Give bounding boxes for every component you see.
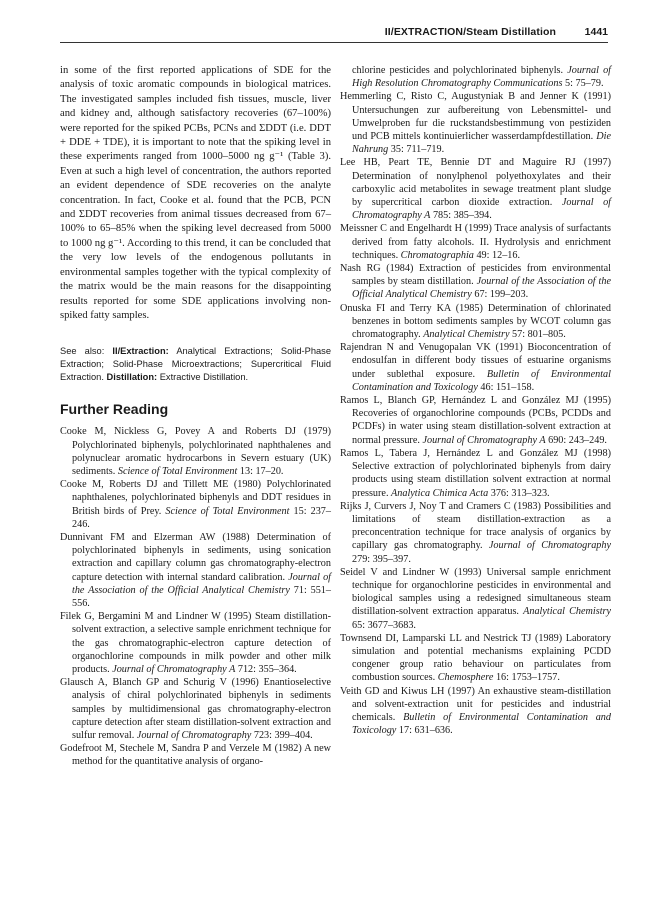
reference-entry [340, 500, 611, 566]
reference-entry [340, 685, 611, 738]
reference-journal: Science of Total Environment [117, 465, 238, 477]
reference-volume: 65: 3677–3683. [352, 619, 416, 631]
reference-volume: 15: 237–246. [72, 505, 331, 530]
reference-entry [340, 222, 611, 262]
reference-journal: Journal of Chromatography [488, 540, 611, 552]
reference-text: Godefroot M, Stechele M, Sandra P and Verzele M (1982) A new method for the quantitative analysis of organo- [60, 743, 331, 768]
reference-entry [60, 610, 331, 676]
reference-entry [60, 531, 331, 610]
see-also-section-distillation[interactable]: Distillation: [106, 371, 158, 382]
page-header [60, 20, 608, 43]
see-also-items-extraction[interactable]: Analytical Extractions; Solid-Phase Extraction; Solid-Phase Microextractions; Supercritical Fluid Extraction. [60, 346, 332, 382]
reference-journal: Journal of the Association of the Official Analytical Chemistry [352, 276, 611, 301]
reference-text: Rajendran N and Venugopalan VK (1991) Bioconcentration of endosulfan in different body tissues of estuarine organisms under sublethal exposure. [340, 342, 611, 380]
right-column [340, 64, 611, 737]
reference-volume: 723: 399–404. [253, 729, 313, 741]
reference-journal: Chromatographia [400, 249, 474, 261]
reference-journal: Chemosphere [437, 672, 494, 684]
reference-entry [340, 566, 611, 632]
reference-journal: Science of Total Environment [165, 505, 290, 517]
reference-entry [340, 394, 611, 447]
reference-entry [340, 341, 611, 394]
reference-volume: 5: 75–79. [565, 78, 604, 90]
reference-text: Onuska FI and Terry KA (1985) Determination of chlorinated benzenes in bottom sediments samples by WCOT column gas chromatography. [340, 302, 611, 341]
reference-journal: Journal of Chromatography A [422, 434, 546, 446]
reference-journal: Die Nahrung [352, 131, 611, 156]
reference-journal: Journal of the Association of the Official Analytical Chemistry [72, 571, 331, 596]
reference-journal: Bulletin of Environmental Contamination and Toxicology [352, 368, 611, 393]
running-title: II/EXTRACTION/Steam Distillation [384, 26, 556, 38]
left-column [60, 64, 331, 769]
reference-entry [60, 676, 331, 742]
reference-journal: Journal of Chromatography A [112, 663, 236, 675]
see-also-section-extraction[interactable]: II/Extraction: [112, 346, 169, 357]
reference-entry [340, 302, 611, 342]
reference-volume: 279: 395–397. [352, 553, 411, 565]
reference-entry [340, 262, 611, 302]
reference-text: Rijks J, Curvers J, Noy T and Cramers C (1983) Possibilities and limitations of steam distillation-extraction as a preconcentration technique for trace analysis of organics by capillary gas chromatography. [340, 500, 611, 552]
reference-volume: 690: 243–249. [548, 434, 607, 446]
reference-text: Dunnivant FM and Elzerman AW (1988) Determination of polychlorinated biphenyls in sediments, using sonication extraction and capillary column gas chromatography-electron capture detection with internal standard calibration. [60, 531, 331, 583]
reference-entry [340, 64, 611, 90]
reference-volume: 16: 1753–1757. [495, 672, 560, 684]
reference-text: chlorine pesticides and polychlorinated biphenyls. [352, 65, 564, 76]
reference-volume: 785: 385–394. [432, 210, 492, 222]
reference-text: Veith GD and Kiwus LH (1997) An exhaustive steam-distillation and solvent-extraction unit for pesticides and industrial chemicals. [340, 685, 611, 723]
reference-journal: Analytical Chemistry [523, 606, 612, 618]
reference-volume: 46: 151–158. [480, 381, 535, 393]
reference-text: Glausch A, Blanch GP and Schurig V (1996) Enantioselective analysis of chiral polychlorinated biphenyls in sediments samples by multidimensional gas chromatography-electron capture detection after steam distillation-solvent extraction and sulfur removal. [60, 677, 331, 741]
reference-volume: 67: 199–203. [474, 289, 529, 301]
further-reading-title: Further Reading [60, 401, 169, 418]
reference-journal: Analytical Chemistry [423, 329, 510, 341]
reference-text: Cooke M, Nickless G, Povey A and Roberts DJ (1979) Polychlorinated biphenyls, polychlorinated naphthalenes and polynuclear aromatic hydrocarbons in Severn estuary (UK) sediments. [60, 426, 331, 477]
body-paragraph: in some of the first reported applications of SDE for the analysis of toxic aromatic compounds in biological matrices. The investigated samples included fish tissues, muscle, liver and kidney and, although satisfactory recoveries (67–100%) were reported for the spiked PCBs, PCNs and ΣDDT (i.e. DDT + DDE + TDE), it is important to note that the spiking level in these experiments ranged from 1000–5000 ng g⁻¹ (Table 3). Even at such a high level of concentration, the authors reported an evident dependence of SDE recoveries on the analyte concentration. In fact, Cooke et al. found that the PCB, PCN and ΣDDT recoveries from animal tissues decreased from 67–100% to 65–85% when the spiking level decreased from 5000 to 1000 ng g⁻¹. According to this trend, it can be concluded that the very low levels of the endogenous pollutants in environmental samples together with the typical complexity of the matrix would be the main reasons for the disappointing results reported for some SDE applications involving non-spiked fatty samples. [60, 65, 331, 321]
reference-text: Filek G, Bergamini M and Lindner W (1995) Steam distillation-solvent extraction, a selective sample enrichment technique for the gas chromatographic-electron capture detection of organochlorine compounds in milk powder and other milk products. [60, 611, 331, 675]
reference-journal: Journal of Chromatography A [352, 197, 611, 222]
reference-volume: 49: 12–16. [476, 249, 521, 261]
reference-list-right [340, 64, 611, 737]
reference-journal: Journal of High Resolution Chromatography Communications [352, 65, 612, 90]
reference-text: Ramos L, Tabera J, Hernández L and González MJ (1998) Selective extraction of polychlorinated biphenyls from dairy products using steam distillation solvent extraction at normal pressure. [340, 447, 611, 499]
reference-text: Townsend DI, Lamparski LL and Nestrick TJ (1989) Laboratory simulation and potential mechanisms explaining PCDD congener group ratio behaviour on particulates from combustion sources. [340, 632, 611, 684]
reference-text: Lee HB, Peart TE, Bennie DT and Maguire RJ (1997) Determination of nonylphenol polyethoxylates and their carboxylic acid metabolites in sewage treatment plant sludge by supercritical carbon dioxide extraction. [340, 157, 611, 209]
reference-entry [340, 156, 611, 222]
reference-entry [340, 90, 611, 156]
reference-entry [340, 447, 611, 500]
reference-entry [60, 425, 331, 478]
reference-volume: 13: 17–20. [239, 465, 284, 477]
reference-text: Seidel V and Lindner W (1993) Universal sample enrichment technique for organochlorine pesticides in environmental and biological samples using a redesigned simultaneous steam distillation-solvent extraction apparatus. [340, 566, 611, 618]
reference-volume: 57: 801–805. [512, 329, 566, 341]
see-also [60, 345, 331, 383]
see-also-items-distillation[interactable]: Extractive Distillation. [159, 371, 249, 382]
reference-volume: 376: 313–323. [490, 487, 550, 499]
reference-entry [60, 742, 331, 768]
reference-volume: 712: 355–364. [237, 663, 297, 675]
reference-volume: 35: 711–719. [390, 144, 445, 156]
reference-entry [340, 632, 611, 685]
reference-text: Ramos L, Blanch GP, Hernández L and González MJ (1995) Recoveries of organochlorine compounds (PCBs, PCDDs and PCDFs) in water using steam distillation-solvent extraction at normal pressure. [340, 395, 611, 446]
reference-text: Hemmerling C, Risto C, Augustyniak B and Jenner K (1991) Untersuchungen zur aufbereitung von Lebensmittel- und Umwelproben fur die ruckstandsbestimmung von pestiziden und PCB mittels kontinuierlicher wasserdampfdestillation. [340, 91, 611, 143]
reference-text: Cooke M, Roberts DJ and Tillett ME (1980) Polychlorinated naphthalenes, polychlorinated biphenyls and DDT residues in British birds of Prey. [60, 479, 331, 517]
reference-journal: Journal of Chromatography [136, 729, 252, 741]
reference-text: Meissner C and Engelhardt H (1999) Trace analysis of surfactants derived from fatty alcohols. II. Hydrolysis and enrichment techniques. [340, 223, 611, 261]
reference-entry [60, 478, 331, 531]
reference-volume: 17: 631–636. [398, 725, 453, 737]
page-number: 1441 [584, 26, 608, 38]
reference-text: Nash RG (1984) Extraction of pesticides from environmental samples by steam distillation. [340, 263, 611, 288]
see-also-label: See also: [60, 346, 105, 357]
reference-list-left [60, 425, 331, 768]
reference-journal: Bulletin of Environmental Contamination and Toxicology [352, 711, 611, 737]
reference-journal: Analytica Chimica Acta [391, 487, 489, 499]
reference-volume: 71: 551–556. [72, 584, 331, 609]
